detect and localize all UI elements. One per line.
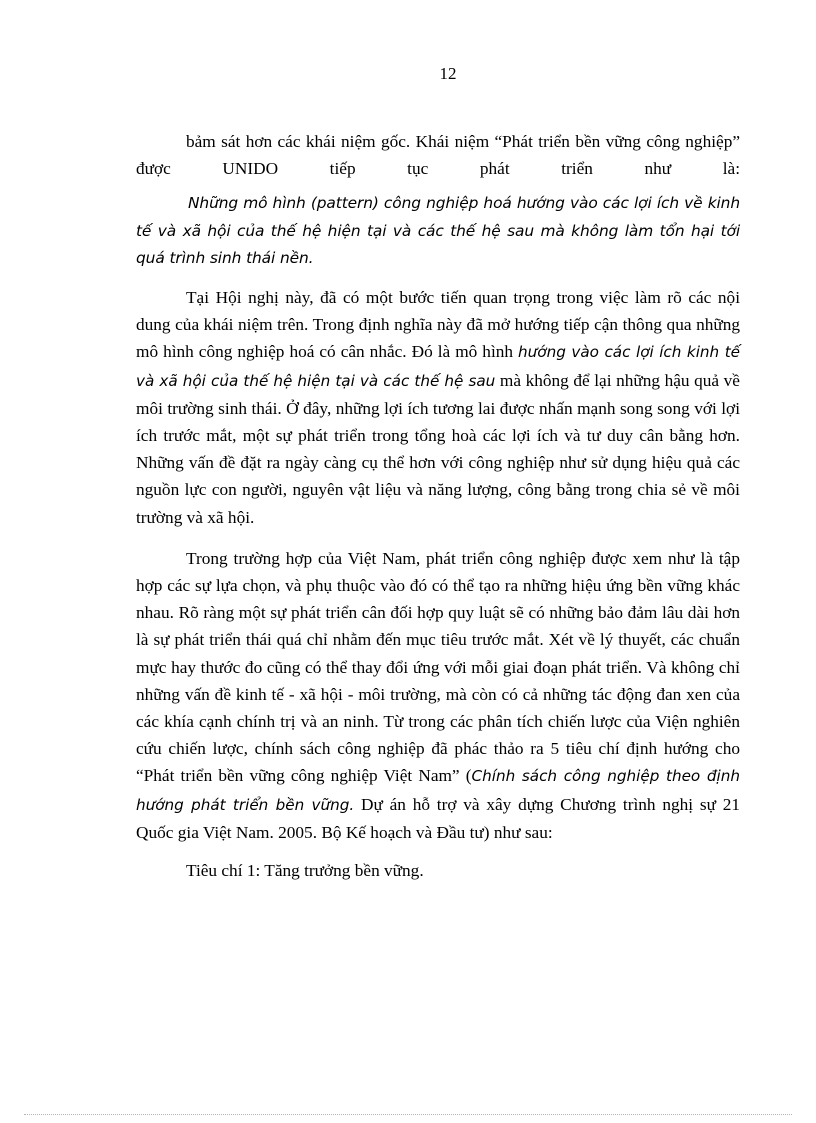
- paragraph-vietnam-part1: Trong trường hợp của Việt Nam, phát triển công nghiệp được xem như là tập hợp các sự lựa chọn, và phụ thuộc vào đó có thể tạo ra những hiệu ứng bền vững khác nhau. Rõ ràng một sự phát triển cân đối hợp quy luật sẽ có những bảo đảm lâu dài hơn là sự phát triển thái quá chỉ nhằm đến mục tiêu trước mắt. Xét về lý thuyết, các chuẩn mực hay thước đo cũng có thể thay đổi ứng với mỗi giai đoạn phát triển. Và không chỉ những vấn đề kinh tế - xã hội - môi trường, mà còn có cả những tác động đan xen của các khía cạnh chính trị và an ninh. Từ trong các phân tích chiến lược của Viện nghiên cứu chiến lược, chính sách công nghiệp đã phác thảo ra 5 tiêu chí định hướng cho “Phát triển bền vững công nghiệp Việt Nam” (: [136, 548, 740, 786]
- page-bottom-rule: [24, 1114, 792, 1115]
- quote-definition: Những mô hình (pattern) công nghiệp hoá hướng vào các lợi ích về kinh tế và xã hội của thế hệ hiện tại và các thế hệ sau mà không làm tổn hại tới quá trình sinh thái nền.: [136, 194, 740, 267]
- paragraph-conference: [136, 284, 740, 531]
- paragraph-intro: bảm sát hơn các khái niệm gốc. Khái niệm “Phát triển bền vững công nghiệp” được UNIDO tiếp tục phát triển như là:: [136, 132, 740, 179]
- paragraph-vietnam: [136, 545, 740, 846]
- paragraph-conference-part1: Tại Hội nghị này, đã có một bước tiến quan trọng trong việc làm rõ các nội dung của khái niệm trên. Trong định nghĩa này đã mở hướng tiếp cận thông qua những mô hình công nghiệp hoá có cân nhắc. Đó là mô hình: [136, 288, 740, 362]
- paragraph-conference-emphasis: hướng vào các lợi ích kinh tế và xã hội của thế hệ hiện tại và các thế hệ sau: [136, 343, 740, 390]
- page-number: 12: [439, 64, 457, 83]
- paragraph-vietnam-citation: Chính sách công nghiệp theo định hướng phát triển bền vững.: [136, 767, 740, 814]
- paragraph-conference-part2: mà không để lại những hậu quả về môi trường sinh thái. Ở đây, những lợi ích tương lai được nhấn mạnh song song với lợi ích trước mắt, một sự phát triển trong tổng hoà các lợi ích và tư duy cân bằng hơn. Những vấn đề đặt ra ngày càng cụ thể hơn với công nghiệp như sử dụng hiệu quả các nguồn lực con người, nguyên vật liệu và năng lượng, công bằng trong chia sẻ về môi trường và xã hội.: [136, 370, 740, 527]
- body-text: [136, 128, 740, 884]
- paragraph-vietnam-part2: Dự án hỗ trợ và xây dựng Chương trình nghị sự 21 Quốc gia Việt Nam. 2005. Bộ Kế hoạch và Đầu tư) như sau:: [136, 794, 740, 842]
- paragraph-criterion-1: Tiêu chí 1: Tăng trưởng bền vững.: [186, 861, 424, 881]
